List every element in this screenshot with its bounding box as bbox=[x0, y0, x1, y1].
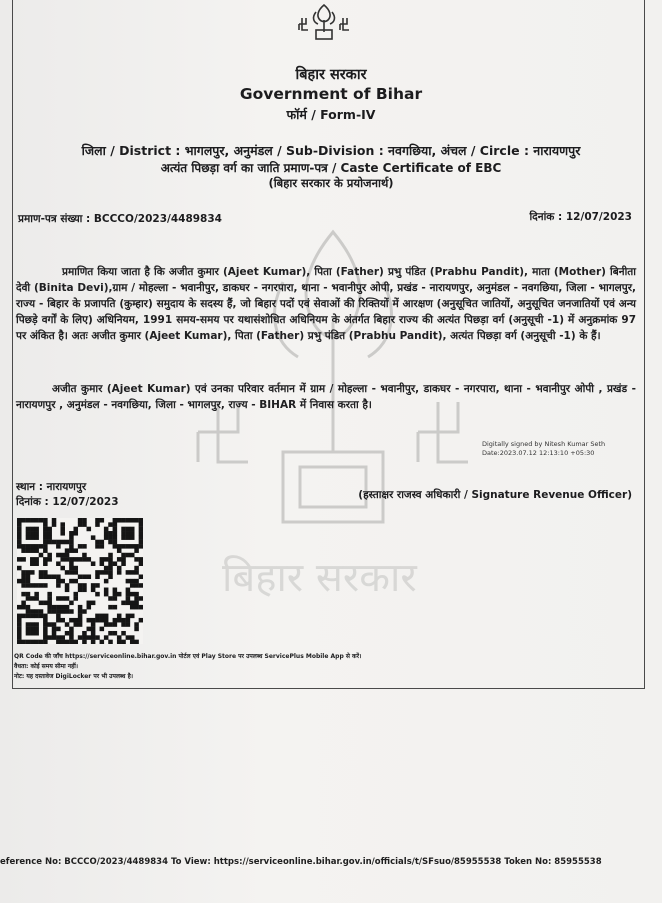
header-title-english: Government of Bihar bbox=[239, 85, 423, 103]
qr-code-icon[interactable] bbox=[17, 518, 143, 644]
form-number: फॉर्म / Form-IV bbox=[286, 107, 376, 122]
header-title-hindi: बिहार सरकार bbox=[295, 67, 367, 83]
digital-signature-block bbox=[482, 440, 605, 458]
digital-signature-signer: Digitally signed by Nitesh Kumar Seth bbox=[482, 440, 606, 448]
digital-signature-date: Date:2023.07.12 12:13:10 +05:30 bbox=[482, 449, 595, 457]
qr-note-validity: वैधता: कोई समय सीमा नहीं। bbox=[14, 663, 79, 670]
certificate-number: प्रमाण-पत्र संख्या : BCCCO/2023/4489834 bbox=[18, 213, 222, 225]
certificate-type: अत्यंत पिछड़ा वर्ग का जाति प्रमाण-पत्र / Caste Certificate of EBC bbox=[160, 161, 502, 175]
place-date: दिनांक : 12/07/2023 bbox=[16, 496, 119, 508]
district-line: जिला / District : भागलपुर, अनुमंडल / Sub-Division : नवगछिया, अंचल / Circle : नारायणपुर bbox=[81, 143, 581, 158]
place-label: स्थान : नारायणपुर bbox=[16, 481, 87, 493]
watermark-text: बिहार सरकार bbox=[222, 555, 417, 601]
certificate-body-paragraph-1: प्रमाणित किया जाता है कि अजीत कुमार (Ajeet Kumar), पिता (Father) प्रभु पंडित (Prabhu Pandit), माता (Mother) बिनीता देवी (Binita Devi),ग्राम / मोहल्ला - भवानीपुर, डाकघर - नगरपारा, थाना - भवानीपुर ओपी, प्रखंड - नारायणपुर, अनुमंडल - नवगछिया, जिला - भागलपुर, राज्य - बिहार के प्रजापति (कुम्हार) समुदाय के सदस्य हैं, जो बिहार पदों एवं सेवाओं की रिक्तियों में आरक्षण (अनुसूचित जातियों, अनुसूचित जनजातियों एवं अन्य पिछड़े वर्गों के लिए) अधिनियम, 1991 समय-समय पर यथासंशोधित अधिनियम के अंतर्गत बिहार राज्य की अत्यंत पिछड़ा वर्ग (अनुसूची -1) में अनुक्रमांक 97 पर अंकित है। अतः अजीत कुमार (Ajeet Kumar), पिता (Father) प्रभु पंडित (Prabhu Pandit), अत्यंत पिछड़ा वर्ग (अनुसूची -1) के हैं। bbox=[16, 266, 636, 342]
bihar-emblem-icon bbox=[294, 2, 354, 42]
qr-notes bbox=[14, 652, 361, 682]
issue-date: दिनांक : 12/07/2023 bbox=[529, 211, 632, 223]
qr-note-verify: QR Code की जाँच https://serviceonline.bihar.gov.in पोर्टल एवं Play Store पर उपलब्ध ServicePlus Mobile App से करें। bbox=[14, 653, 362, 660]
qr-note-digilocker: नोट: यह दस्तावेज DigiLocker पर भी उपलब्ध है। bbox=[14, 673, 134, 680]
certificate-purpose: (बिहार सरकार के प्रयोजनार्थ) bbox=[268, 176, 394, 190]
footer-reference: eference No: BCCCO/2023/4489834 To View: https://serviceonline.bihar.gov.in/officials/t/SFsuo/85955538 Token No: 85955538 bbox=[0, 857, 602, 867]
place-date-block bbox=[16, 480, 119, 510]
certificate-body-paragraph-2: अजीत कुमार (Ajeet Kumar) एवं उनका परिवार वर्तमान में ग्राम / मोहल्ला - भवानीपुर, डाकघर - नगरपारा, थाना - भवानीपुर ओपी , प्रखंड - नारायणपुर , अनुमंडल - नवगछिया, जिला - भागलपुर, राज्य - BIHAR में निवास करता है। bbox=[16, 383, 636, 411]
signature-revenue-officer: (हस्ताक्षर राजस्व अधिकारी / Signature Revenue Officer) bbox=[358, 489, 632, 501]
